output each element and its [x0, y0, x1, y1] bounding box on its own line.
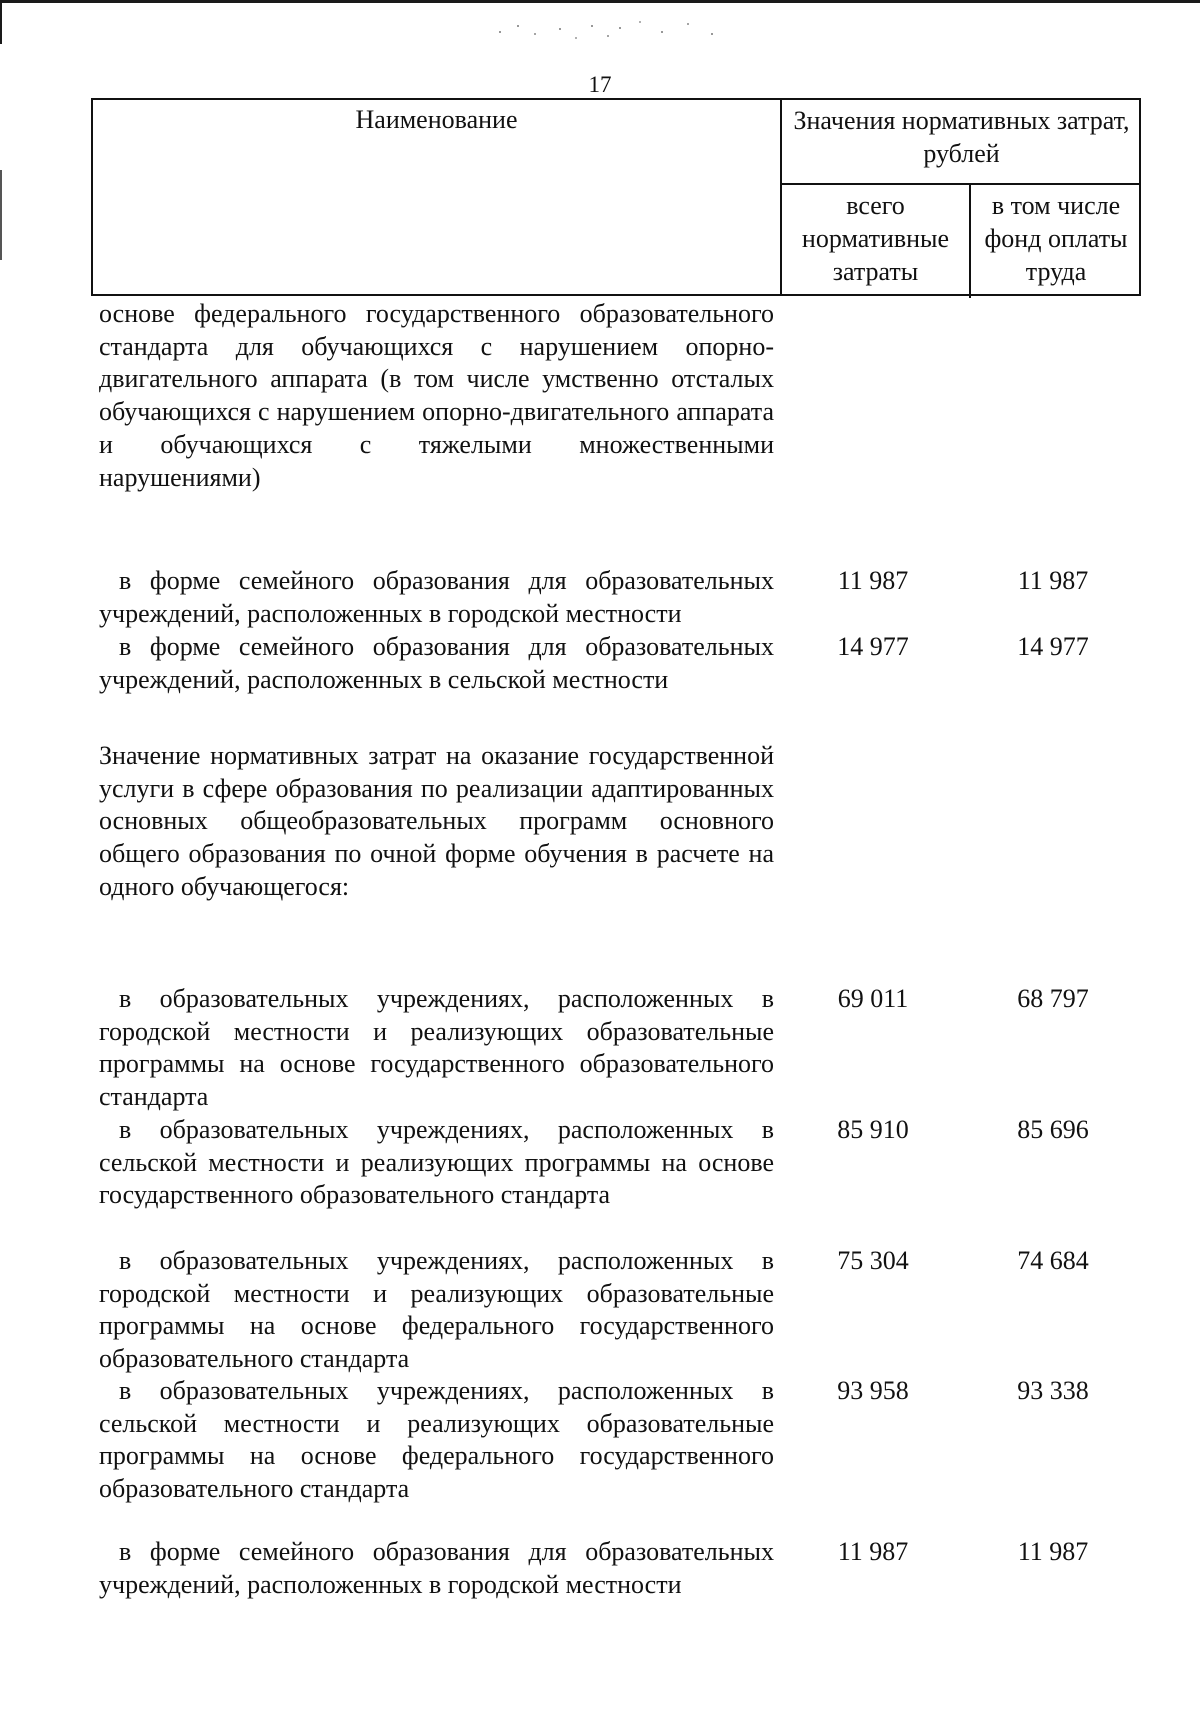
- row-fot: 93 338: [1017, 1376, 1089, 1405]
- scan-edge-left-lower: [0, 170, 2, 260]
- row-total: 11 987: [837, 1537, 909, 1566]
- row-text: в форме семейного образования для образовательных учреждений, расположенных в сельской местности: [99, 632, 774, 694]
- header-total: всего нормативные затраты: [801, 191, 950, 286]
- row-total: 75 304: [837, 1246, 909, 1275]
- row-fot: 11 987: [1017, 566, 1089, 595]
- row-text: в образовательных учреждениях, расположенных в городской местности и реализующих образовательные программы на основе государственного образовательного стандарта: [99, 984, 774, 1112]
- row-text: в форме семейного образования для образовательных учреждений, расположенных в городской местности: [99, 566, 774, 628]
- header-name: Наименование: [355, 105, 518, 134]
- row-total: 69 011: [837, 984, 909, 1013]
- row-text: в форме семейного образования для образовательных учреждений, расположенных в городской местности: [99, 1537, 774, 1599]
- table-header: [91, 98, 1141, 296]
- row-fot: 14 977: [1017, 632, 1089, 661]
- row-total: 93 958: [837, 1376, 909, 1405]
- row-text: Значение нормативных затрат на оказание государственной услуги в сфере образования по реализации адаптированных основных общеобразовательных программ основного общего образования по очной форме обучения в расчете на одного обучающегося:: [99, 741, 774, 901]
- row-fot: 68 797: [1017, 984, 1089, 1013]
- row-fot: 85 696: [1017, 1115, 1089, 1144]
- row-total: 11 987: [837, 566, 909, 595]
- row-total: 14 977: [837, 632, 909, 661]
- row-text: в образовательных учреждениях, расположенных в городской местности и реализующих образовательные программы на основе федерального государственного образовательного стандарта: [99, 1246, 774, 1374]
- header-divider-horizontal: [780, 183, 1141, 185]
- header-fot: в том числе фонд оплаты труда: [984, 191, 1128, 286]
- row-fot: 74 684: [1017, 1246, 1089, 1275]
- scan-edge-top: [0, 0, 1200, 3]
- page-number: 17: [588, 72, 612, 97]
- row-text: основе федерального государственного образовательного стандарта для обучающихся с нарушением опорно-двигательного аппарата (в том числе умственно отсталых обучающихся с нарушением опорно-двигательного аппарата и обучающихся с тяжелыми множественными нарушениями): [99, 299, 774, 492]
- row-text: в образовательных учреждениях, расположенных в сельской местности и реализующих программы на основе государственного образовательного стандарта: [99, 1115, 774, 1210]
- scan-specks: [490, 14, 730, 54]
- row-text: в образовательных учреждениях, расположенных в сельской местности и реализующих образовательные программы на основе федерального государственного образовательного стандарта: [99, 1376, 774, 1504]
- scan-edge-left: [0, 0, 2, 44]
- header-values: Значения нормативных затрат, рублей: [793, 106, 1130, 168]
- row-fot: 11 987: [1017, 1537, 1089, 1566]
- row-total: 85 910: [837, 1115, 909, 1144]
